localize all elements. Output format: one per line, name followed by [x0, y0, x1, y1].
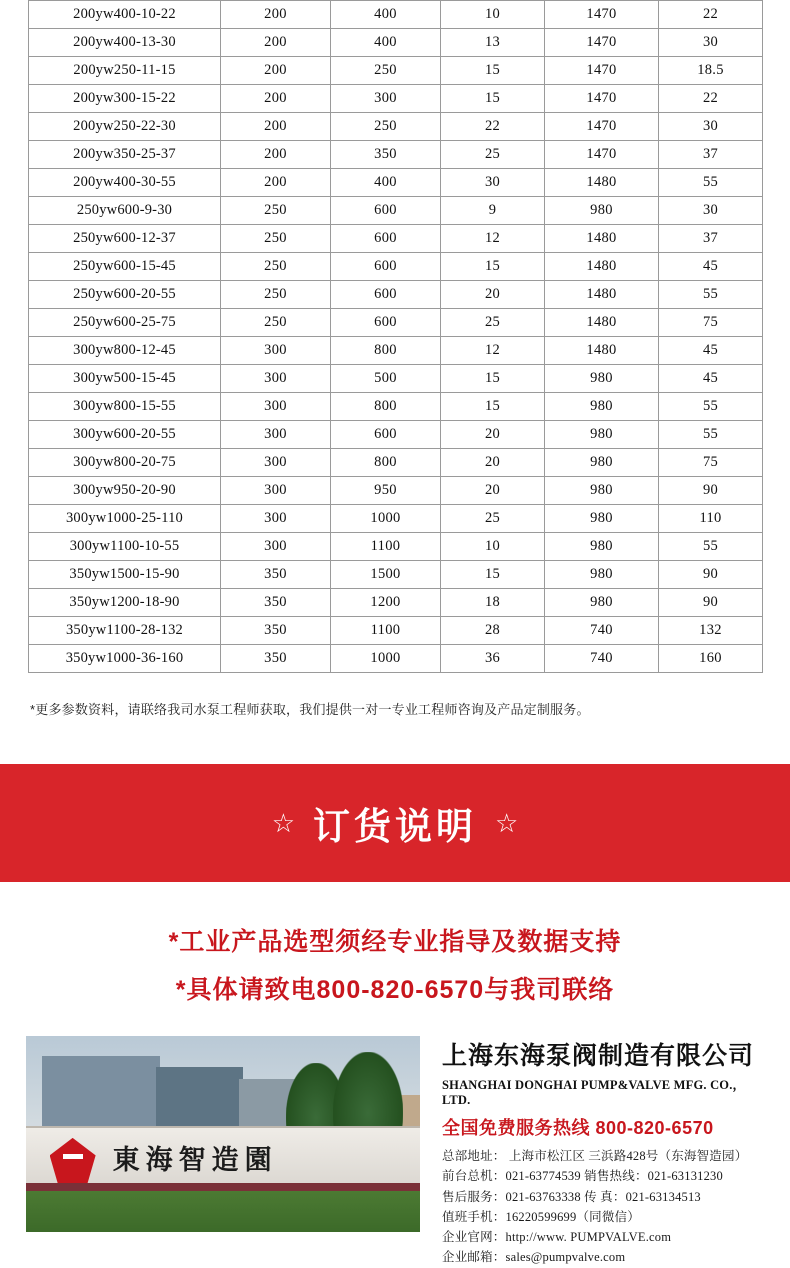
cell-model: 300yw800-12-45 [29, 337, 221, 365]
cell-value: 20 [441, 449, 545, 477]
contact-line: 售后服务：021-63763338 传 真：021-63134513 [442, 1189, 701, 1204]
cell-value: 37 [659, 225, 763, 253]
cell-value: 20 [441, 421, 545, 449]
cell-value: 300 [331, 85, 441, 113]
cell-model: 200yw400-10-22 [29, 1, 221, 29]
cell-value: 1100 [331, 617, 441, 645]
cell-value: 740 [545, 617, 659, 645]
cell-value: 30 [441, 169, 545, 197]
cell-value: 1480 [545, 281, 659, 309]
cell-value: 25 [441, 505, 545, 533]
cell-value: 200 [221, 141, 331, 169]
cell-value: 400 [331, 169, 441, 197]
cell-value: 350 [221, 645, 331, 673]
cell-value: 250 [221, 253, 331, 281]
cell-value: 1480 [545, 225, 659, 253]
table-row [29, 477, 763, 505]
table-row [29, 505, 763, 533]
cell-value: 350 [331, 141, 441, 169]
cell-value: 90 [659, 477, 763, 505]
banner-title: 订货说明 [313, 806, 477, 847]
cell-value: 250 [221, 281, 331, 309]
cell-value: 500 [331, 365, 441, 393]
cell-model: 250yw600-25-75 [29, 309, 221, 337]
cell-value: 12 [441, 337, 545, 365]
cell-value: 800 [331, 393, 441, 421]
cell-value: 950 [331, 477, 441, 505]
contact-line: 企业邮箱：sales@pumpvalve.com [442, 1250, 626, 1265]
cell-value: 600 [331, 309, 441, 337]
cell-value: 55 [659, 421, 763, 449]
cell-model: 350yw1100-28-132 [29, 617, 221, 645]
cell-value: 350 [221, 561, 331, 589]
table-row [29, 589, 763, 617]
cell-value: 20 [441, 281, 545, 309]
cell-value: 45 [659, 337, 763, 365]
cell-model: 300yw950-20-90 [29, 477, 221, 505]
cell-model: 200yw350-25-37 [29, 141, 221, 169]
cell-value: 15 [441, 393, 545, 421]
cell-value: 22 [441, 113, 545, 141]
star-icon-left: ☆ [271, 808, 295, 838]
table-row [29, 337, 763, 365]
cell-value: 1100 [331, 533, 441, 561]
company-footer [0, 1036, 790, 1268]
cell-value: 400 [331, 1, 441, 29]
cell-value: 18.5 [659, 57, 763, 85]
service-hotline: 全国免费服务热线 800-820-6570 [442, 1118, 714, 1138]
cell-value: 55 [659, 169, 763, 197]
cell-model: 300yw800-20-75 [29, 449, 221, 477]
cell-value: 1470 [545, 57, 659, 85]
cell-value: 1480 [545, 169, 659, 197]
cell-value: 55 [659, 281, 763, 309]
contact-line: 值班手机：16220599699（同微信） [442, 1209, 640, 1224]
cell-model: 200yw250-22-30 [29, 113, 221, 141]
cell-value: 15 [441, 57, 545, 85]
cell-value: 15 [441, 85, 545, 113]
cell-value: 980 [545, 589, 659, 617]
cell-value: 160 [659, 645, 763, 673]
cell-value: 250 [221, 225, 331, 253]
cell-model: 250yw600-12-37 [29, 225, 221, 253]
cell-value: 250 [331, 57, 441, 85]
cell-value: 350 [221, 589, 331, 617]
cell-value: 15 [441, 561, 545, 589]
cell-value: 300 [221, 421, 331, 449]
cell-model: 300yw1100-10-55 [29, 533, 221, 561]
cell-value: 200 [221, 169, 331, 197]
cell-value: 300 [221, 365, 331, 393]
table-row [29, 85, 763, 113]
cell-value: 980 [545, 561, 659, 589]
cell-value: 300 [221, 449, 331, 477]
table-row [29, 113, 763, 141]
cell-value: 1480 [545, 253, 659, 281]
cell-value: 800 [331, 449, 441, 477]
table-row [29, 57, 763, 85]
company-info [420, 1036, 764, 1268]
cell-value: 600 [331, 281, 441, 309]
headline-line-2: *具体请致电800-820-6570与我司联络 [175, 976, 615, 1004]
cell-value: 10 [441, 533, 545, 561]
cell-value: 1000 [331, 505, 441, 533]
cell-value: 980 [545, 505, 659, 533]
cell-value: 300 [221, 533, 331, 561]
cell-value: 25 [441, 141, 545, 169]
cell-value: 250 [331, 113, 441, 141]
cell-value: 37 [659, 141, 763, 169]
cell-value: 200 [221, 113, 331, 141]
table-row [29, 141, 763, 169]
cell-model: 250yw600-15-45 [29, 253, 221, 281]
headline-line-1: *工业产品选型须经专业指导及数据支持 [168, 928, 622, 956]
wall-sign-text: 東海智造園 [112, 1144, 278, 1175]
cell-value: 90 [659, 561, 763, 589]
cell-value: 250 [221, 309, 331, 337]
cell-value: 1200 [331, 589, 441, 617]
cell-value: 75 [659, 449, 763, 477]
contact-line: 企业官网：http://www. PUMPVALVE.com [442, 1230, 672, 1244]
cell-value: 980 [545, 533, 659, 561]
table-row [29, 281, 763, 309]
cell-model: 200yw400-13-30 [29, 29, 221, 57]
cell-value: 55 [659, 533, 763, 561]
cell-value: 90 [659, 589, 763, 617]
cell-value: 740 [545, 645, 659, 673]
cell-value: 300 [221, 393, 331, 421]
order-instructions-banner [0, 764, 790, 882]
contact-details [442, 1146, 764, 1268]
cell-value: 980 [545, 365, 659, 393]
cell-value: 36 [441, 645, 545, 673]
cell-value: 22 [659, 1, 763, 29]
table-row [29, 309, 763, 337]
cell-value: 980 [545, 393, 659, 421]
cell-model: 200yw300-15-22 [29, 85, 221, 113]
cell-value: 800 [331, 337, 441, 365]
cell-value: 400 [331, 29, 441, 57]
cell-model: 300yw600-20-55 [29, 421, 221, 449]
table-row [29, 561, 763, 589]
cell-value: 20 [441, 477, 545, 505]
cell-value: 75 [659, 309, 763, 337]
order-headlines [0, 922, 790, 1006]
cell-value: 30 [659, 29, 763, 57]
table-footnote: *更多参数资料，请联络我司水泵工程师获取，我们提供一对一专业工程师咨询及产品定制服务。 [30, 702, 590, 717]
cell-value: 45 [659, 365, 763, 393]
cell-value: 1470 [545, 1, 659, 29]
table-row [29, 421, 763, 449]
cell-value: 1470 [545, 141, 659, 169]
cell-model: 350yw1500-15-90 [29, 561, 221, 589]
cell-value: 1500 [331, 561, 441, 589]
cell-model: 200yw400-30-55 [29, 169, 221, 197]
contact-line: 前台总机：021-63774539 销售热线：021-63131230 [442, 1169, 723, 1184]
cell-value: 18 [441, 589, 545, 617]
contact-line: 总部地址： 上海市松江区 三浜路428号（东海智造园） [442, 1149, 748, 1163]
table-row [29, 169, 763, 197]
cell-value: 55 [659, 393, 763, 421]
table-row [29, 225, 763, 253]
cell-model: 300yw1000-25-110 [29, 505, 221, 533]
cell-model: 250yw600-9-30 [29, 197, 221, 225]
cell-value: 300 [221, 505, 331, 533]
cell-value: 300 [221, 477, 331, 505]
table-row [29, 253, 763, 281]
cell-value: 350 [221, 617, 331, 645]
cell-value: 15 [441, 365, 545, 393]
cell-value: 12 [441, 225, 545, 253]
cell-model: 350yw1000-36-160 [29, 645, 221, 673]
table-row [29, 533, 763, 561]
cell-value: 1480 [545, 337, 659, 365]
company-name-en: SHANGHAI DONGHAI PUMP&VALVE MFG. CO.，LTD. [442, 1078, 746, 1107]
cell-value: 600 [331, 225, 441, 253]
cell-value: 200 [221, 57, 331, 85]
cell-model: 350yw1200-18-90 [29, 589, 221, 617]
cell-value: 45 [659, 253, 763, 281]
cell-value: 600 [331, 253, 441, 281]
cell-value: 600 [331, 197, 441, 225]
cell-value: 980 [545, 449, 659, 477]
table-row [29, 617, 763, 645]
cell-value: 200 [221, 29, 331, 57]
cell-value: 15 [441, 253, 545, 281]
cell-value: 1000 [331, 645, 441, 673]
cell-value: 200 [221, 85, 331, 113]
cell-model: 300yw800-15-55 [29, 393, 221, 421]
company-name-cn: 上海东海泵阀制造有限公司 [442, 1042, 755, 1070]
cell-value: 250 [221, 197, 331, 225]
cell-value: 200 [221, 1, 331, 29]
cell-value: 25 [441, 309, 545, 337]
cell-value: 13 [441, 29, 545, 57]
star-icon-right: ☆ [495, 808, 519, 838]
table-row [29, 365, 763, 393]
cell-value: 110 [659, 505, 763, 533]
cell-model: 250yw600-20-55 [29, 281, 221, 309]
cell-value: 1470 [545, 113, 659, 141]
cell-value: 980 [545, 477, 659, 505]
table-row [29, 197, 763, 225]
cell-model: 300yw500-15-45 [29, 365, 221, 393]
cell-value: 132 [659, 617, 763, 645]
cell-value: 9 [441, 197, 545, 225]
factory-photo [26, 1036, 420, 1232]
cell-value: 980 [545, 197, 659, 225]
cell-value: 980 [545, 421, 659, 449]
photo-lawn [26, 1191, 420, 1232]
cell-value: 30 [659, 113, 763, 141]
cell-value: 28 [441, 617, 545, 645]
table-row [29, 29, 763, 57]
cell-value: 300 [221, 337, 331, 365]
cell-value: 1470 [545, 85, 659, 113]
cell-value: 600 [331, 421, 441, 449]
table-row [29, 393, 763, 421]
cell-value: 30 [659, 197, 763, 225]
cell-value: 22 [659, 85, 763, 113]
table-row [29, 449, 763, 477]
table-row [29, 645, 763, 673]
pump-spec-table [28, 0, 763, 673]
cell-value: 1470 [545, 29, 659, 57]
cell-value: 10 [441, 1, 545, 29]
table-row [29, 1, 763, 29]
cell-model: 200yw250-11-15 [29, 57, 221, 85]
cell-value: 1480 [545, 309, 659, 337]
